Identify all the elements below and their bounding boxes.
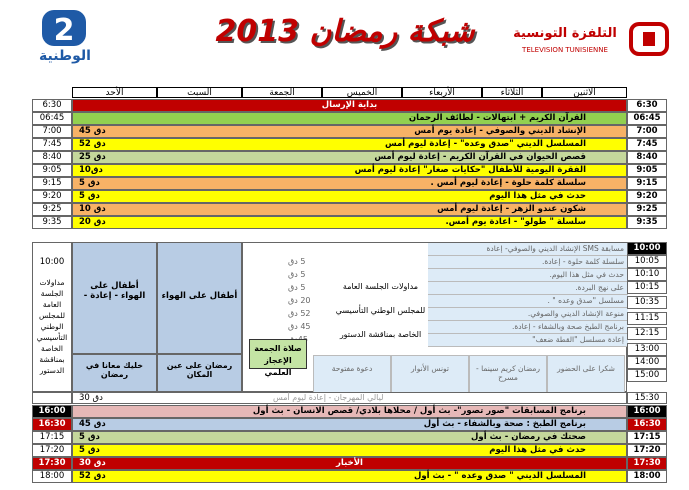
- program-title: شكون عندو الزهر - إعادة ليوم أمس: [437, 204, 586, 214]
- bottom-time-left: [32, 392, 72, 404]
- saturday-ramadan-spot: [157, 354, 242, 392]
- center-program-item: [288, 256, 628, 269]
- right-time-5: 11:15: [627, 312, 667, 325]
- time-right: 17:30: [627, 457, 667, 470]
- program-row: [72, 405, 627, 418]
- program-row: [72, 190, 627, 203]
- program-row: [72, 112, 627, 125]
- bottom-row-1530: [72, 392, 627, 404]
- friday-prayer-label: صلاة الجمعة الإعجاز العلمي: [254, 344, 302, 377]
- time-left: 16:30: [32, 418, 72, 431]
- sunday-stay-with-us: [72, 354, 157, 392]
- right-time-7: 13:00: [627, 343, 667, 356]
- program-title: برنامج الطبخ : صحة وبالشفاء - بث أول: [423, 419, 586, 429]
- program-duration: 30 دق: [79, 458, 106, 468]
- tunisian-tv-icon: [627, 18, 672, 63]
- center-program-item: [288, 308, 628, 321]
- left-logo: [40, 8, 88, 48]
- center-program-item: [288, 282, 628, 295]
- program-title: الإنشاد الديني والصوفي - إعادة يوم أمس: [414, 126, 586, 136]
- program-row: [72, 125, 627, 138]
- center-program-duration: 5 دق: [288, 270, 306, 279]
- program-title: القرآن الكريم + ابتهالات - لطائف الرحمان: [408, 113, 586, 123]
- center-program-title: إعادة مسلسل "القطة ضعف": [532, 335, 624, 344]
- program-row: [72, 470, 627, 483]
- day-header-4: الأربعاء: [402, 87, 482, 98]
- center-program-item: [288, 295, 628, 308]
- program-duration: 52 دق: [79, 471, 106, 481]
- time-left: 06:45: [32, 112, 72, 125]
- center-program-duration: 20 دق: [288, 296, 311, 305]
- program-row: [72, 457, 627, 470]
- program-row: [72, 203, 627, 216]
- time-left: 18:00: [32, 470, 72, 483]
- program-duration: 45 دق: [79, 419, 106, 429]
- center-program-item: [428, 334, 628, 347]
- time-right: 9:15: [627, 177, 667, 190]
- day-header-5: الثلاثاء: [482, 87, 542, 98]
- center-program-title: منوعة الإنشاد الديني والصوفي.: [527, 309, 624, 318]
- time-left: 9:35: [32, 216, 72, 229]
- center-program-item: [428, 243, 628, 256]
- right-time-3: 10:15: [627, 281, 667, 294]
- time-right: 16:00: [627, 405, 667, 418]
- sunday-kids-rerun: [72, 242, 157, 354]
- center-program-duration: 5 دق: [288, 257, 306, 266]
- program-row: [72, 216, 627, 229]
- center-bottom-program: تونس الأنوار: [391, 355, 469, 393]
- friday-prayer-box: [249, 339, 307, 377]
- right-times-block: [627, 242, 667, 392]
- right-time-4: 10:35: [627, 296, 667, 309]
- time-right: 7:00: [627, 125, 667, 138]
- program-row: [72, 418, 627, 431]
- right-time-2: 10:10: [627, 268, 667, 281]
- time-left: 16:00: [32, 405, 72, 418]
- center-bottom-program: دعوة مفتوحة: [313, 355, 391, 393]
- time-left: 9:15: [32, 177, 72, 190]
- day-header-0: الأحد: [72, 87, 157, 98]
- program-row: [72, 444, 627, 457]
- program-duration: 10دق: [79, 165, 103, 175]
- saturday-kids-label: أطفال على الهواء: [161, 291, 238, 301]
- program-title: الفقرة اليومية للأطفال "حكايات صغار" إعادة ليوم أمس: [354, 165, 586, 175]
- right-logo: [505, 18, 675, 68]
- time-left: 9:25: [32, 203, 72, 216]
- program-duration: 5 دق: [79, 432, 100, 442]
- program-row: [72, 431, 627, 444]
- center-bottom-program: شكرا على الحضور: [547, 355, 625, 393]
- assembly-title: مداولات الجلسة العامة للمجلس الوطني التأسيسي الخاصة بمناقشة الدستور: [335, 282, 426, 339]
- time-right: 9:20: [627, 190, 667, 203]
- program-duration: 25 دق: [79, 152, 106, 162]
- time-right: 17:20: [627, 444, 667, 457]
- bottom-time-right: 15:30: [627, 392, 667, 404]
- center-program-title: حدث في مثل هذا اليوم.: [549, 270, 624, 279]
- center-program-block: [242, 242, 627, 392]
- center-program-duration: 45 دق: [288, 322, 311, 331]
- day-header-3: الخميس: [322, 87, 402, 98]
- program-duration: 45 دق: [79, 126, 106, 136]
- right-logo-text-ar: التلفزة التونسية: [513, 26, 617, 41]
- time-left: 7:00: [32, 125, 72, 138]
- day-header-6: الاثنين: [542, 87, 627, 98]
- program-row: [72, 151, 627, 164]
- program-title: الأخبار: [336, 458, 363, 468]
- program-title: المسلسل الديني " صدق وعده " - بث أول: [414, 471, 586, 481]
- program-duration: 5 دق: [79, 445, 100, 455]
- time-left: 17:15: [32, 431, 72, 444]
- left-time-10: 10:00: [39, 257, 65, 267]
- right-time-1: 10:05: [627, 255, 667, 268]
- sunday-kids-label: أطفال على الهواء - إعادة -: [83, 281, 146, 301]
- time-left: 9:05: [32, 164, 72, 177]
- program-duration: 5 دق: [79, 178, 100, 188]
- center-program-duration: 5 دق: [288, 283, 306, 292]
- left-logo-text: الوطنية: [39, 48, 91, 64]
- program-title: بداية الإرسال: [321, 100, 378, 110]
- time-left: 17:30: [32, 457, 72, 470]
- time-left: 9:20: [32, 190, 72, 203]
- program-duration: 10 دق: [79, 204, 106, 214]
- center-program-item: [288, 321, 628, 334]
- program-row: [72, 177, 627, 190]
- bottom-text: ليالي المهرجان - إعادة ليوم أمس: [273, 393, 384, 402]
- saturday-kids-live: [157, 242, 242, 354]
- program-row: [72, 99, 627, 112]
- center-program-duration: 52 دق: [288, 309, 311, 318]
- center-program-title: سلسلة كلمة حلوة - إعادة.: [541, 257, 624, 266]
- program-title: حدث في مثل هذا اليوم: [489, 445, 586, 455]
- program-title: سلسلة " طولو" - اعادة يوم أمس.: [445, 217, 586, 227]
- right-time-8: 14:00: [627, 356, 667, 369]
- program-duration: 20 دق: [79, 217, 106, 227]
- al-wataniya-2-icon: [40, 8, 88, 48]
- program-duration: 52 دق: [79, 139, 106, 149]
- time-right: 9:25: [627, 203, 667, 216]
- stay-with-us-label: خليك معانا في رمضان: [85, 361, 144, 379]
- left-assembly-text: مداولات الجلسة العامة للمجلس الوطني التأسيسي الخاصة بمناقشة الدستور: [36, 278, 68, 375]
- center-program-title: مسابقة SMS الإنشاد الديني والصوفي- إعادة: [486, 244, 624, 253]
- time-left: 7:45: [32, 138, 72, 151]
- day-header-1: السبت: [157, 87, 242, 98]
- program-row: [72, 138, 627, 151]
- program-title: حدث في مثل هذا اليوم: [489, 191, 586, 201]
- bottom-duration: 30 دق: [79, 393, 103, 403]
- center-program-title: مسلسل "صدق وعده " .: [547, 296, 624, 305]
- time-right: 9:35: [627, 216, 667, 229]
- program-duration: 5 دق: [79, 191, 100, 201]
- program-title: سلسلة كلمة حلوة - إعادة ليوم أمس .: [430, 178, 586, 188]
- center-bottom-programs: [313, 355, 628, 393]
- center-bottom-program: رمضان كريم سينما - مسرح: [469, 355, 547, 393]
- time-right: 17:15: [627, 431, 667, 444]
- time-right: 16:30: [627, 418, 667, 431]
- center-program-title: برنامج الطبخ صحة وبالشفاء - إعادة.: [511, 322, 624, 331]
- page-title: شبكة رمضان 2013: [215, 14, 475, 49]
- center-program-item: [288, 269, 628, 282]
- program-title: برنامج المسابقات "صور تصور"- بث أول / محلاها بلادي/ قصص الانسان - بث أول: [252, 406, 586, 416]
- time-right: 06:45: [627, 112, 667, 125]
- day-header-2: الجمعة: [242, 87, 322, 98]
- time-right: 9:05: [627, 164, 667, 177]
- center-program-title: على نهج البردة.: [575, 283, 624, 292]
- program-title: قصص الحيوان في القرآن الكريم - إعادة ليوم أمس: [374, 152, 586, 162]
- time-left: 17:20: [32, 444, 72, 457]
- right-time-6: 12:15: [627, 327, 667, 340]
- program-title: المسلسل الديني "صدق وعده" - إعادة ليوم أمس: [385, 139, 586, 149]
- program-title: صحتك في رمضان - بث أول: [471, 432, 586, 442]
- right-logo-text-en: TELEVISION TUNISIENNE: [522, 46, 608, 54]
- left-time-block: [32, 242, 72, 392]
- time-right: 6:30: [627, 99, 667, 112]
- time-right: 7:45: [627, 138, 667, 151]
- time-left: 8:40: [32, 151, 72, 164]
- svg-text:2: 2: [53, 13, 75, 48]
- time-right: 8:40: [627, 151, 667, 164]
- time-right: 18:00: [627, 470, 667, 483]
- time-left: 6:30: [32, 99, 72, 112]
- right-time-0: 10:00: [627, 242, 667, 255]
- right-time-9: 15:00: [627, 369, 667, 382]
- program-row: [72, 164, 627, 177]
- ramadan-spot-label: رمضان على عين المكان: [166, 361, 233, 379]
